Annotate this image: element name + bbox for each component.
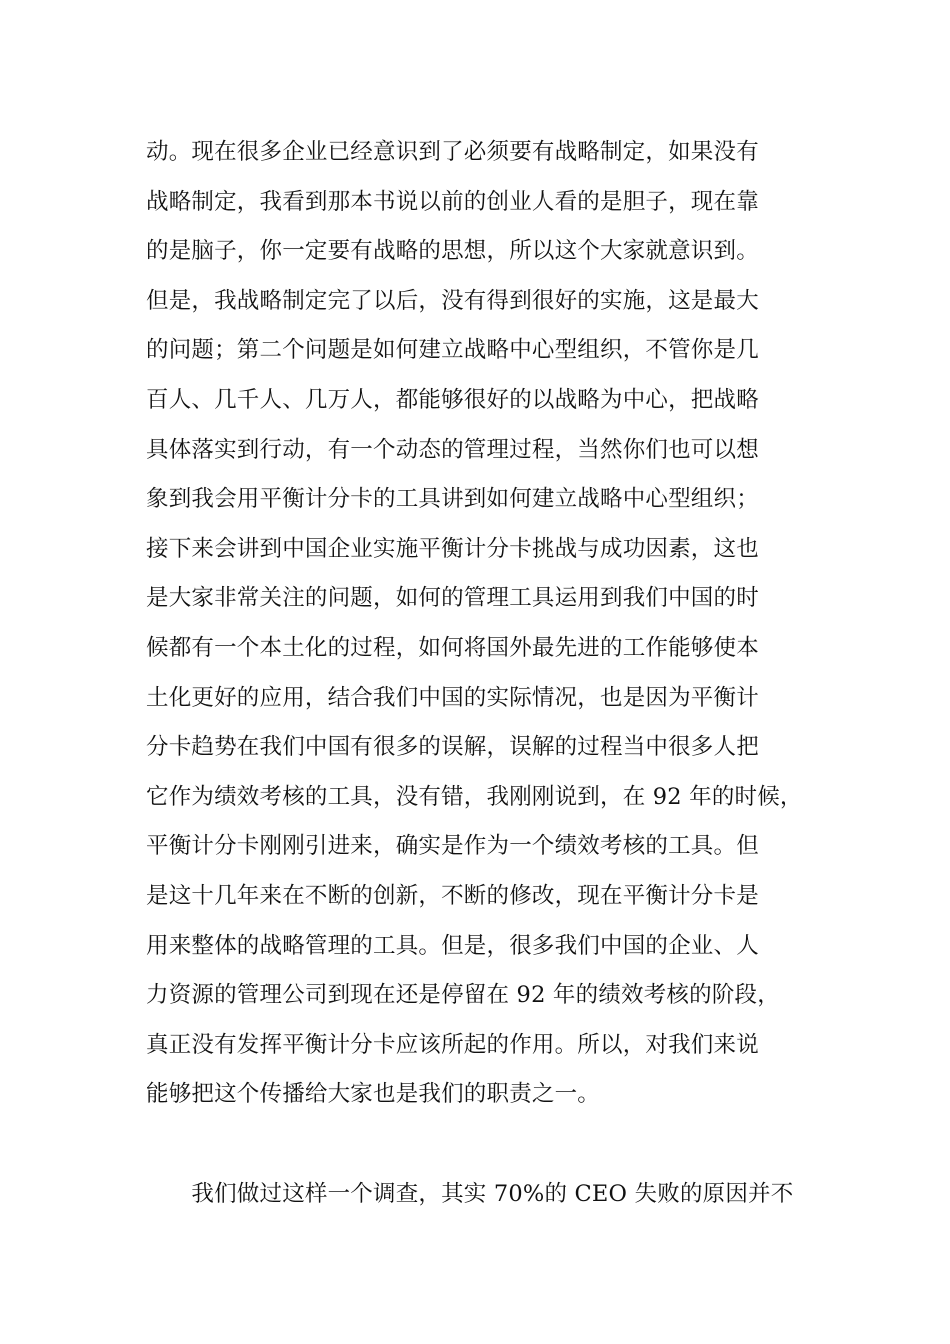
text-line: 象到我会用平衡计分卡的工具讲到如何建立战略中心型组织；: [146, 486, 759, 513]
text-line: 平衡计分卡刚刚引进来，确实是作为一个绩效考核的工具。但: [146, 833, 759, 860]
text-line: 分卡趋势在我们中国有很多的误解，误解的过程当中很多人把: [146, 734, 759, 761]
text-line: 候都有一个本土化的过程，如何将国外最先进的工作能够使本: [146, 635, 759, 661]
text-line: 我们做过这样一个调查，其实 70%的 CEO 失败的原因并不: [146, 1181, 794, 1207]
text-line: 但是，我战略制定完了以后，没有得到很好的实施，这是最大: [146, 287, 759, 314]
text-line: 是大家非常关注的问题，如何的管理工具运用到我们中国的时: [146, 585, 759, 612]
text-line: 的问题；第二个问题是如何建立战略中心型组织，不管你是几: [146, 337, 759, 364]
text-line: 百人、几千人、几万人，都能够很好的以战略为中心，把战略: [146, 387, 759, 413]
text-line: 的是脑子，你一定要有战略的思想，所以这个大家就意识到。: [146, 238, 759, 265]
text-line: 它作为绩效考核的工具，没有错，我刚刚说到，在 92 年的时候，: [146, 783, 803, 810]
text-line: 土化更好的应用，结合我们中国的实际情况，也是因为平衡计: [146, 684, 759, 711]
text-line: 能够把这个传播给大家也是我们的职责之一。: [146, 1081, 601, 1108]
text-line: 动。现在很多企业已经意识到了必须要有战略制定，如果没有: [146, 139, 759, 165]
text-line: 是这十几年来在不断的创新，不断的修改，现在平衡计分卡是: [146, 883, 759, 909]
text-line: 用来整体的战略管理的工具。但是，很多我们中国的企业、人: [146, 932, 759, 959]
text-line: 接下来会讲到中国企业实施平衡计分卡挑战与成功因素，这也: [146, 535, 759, 562]
text-line: 力资源的管理公司到现在还是停留在 92 年的绩效考核的阶段，: [146, 982, 780, 1009]
text-line: 具体落实到行动，有一个动态的管理过程，当然你们也可以想: [146, 436, 759, 463]
text-line: 真正没有发挥平衡计分卡应该所起的作用。所以，对我们来说: [146, 1031, 759, 1058]
text-line: 战略制定，我看到那本书说以前的创业人看的是胆子，现在靠: [146, 188, 759, 215]
